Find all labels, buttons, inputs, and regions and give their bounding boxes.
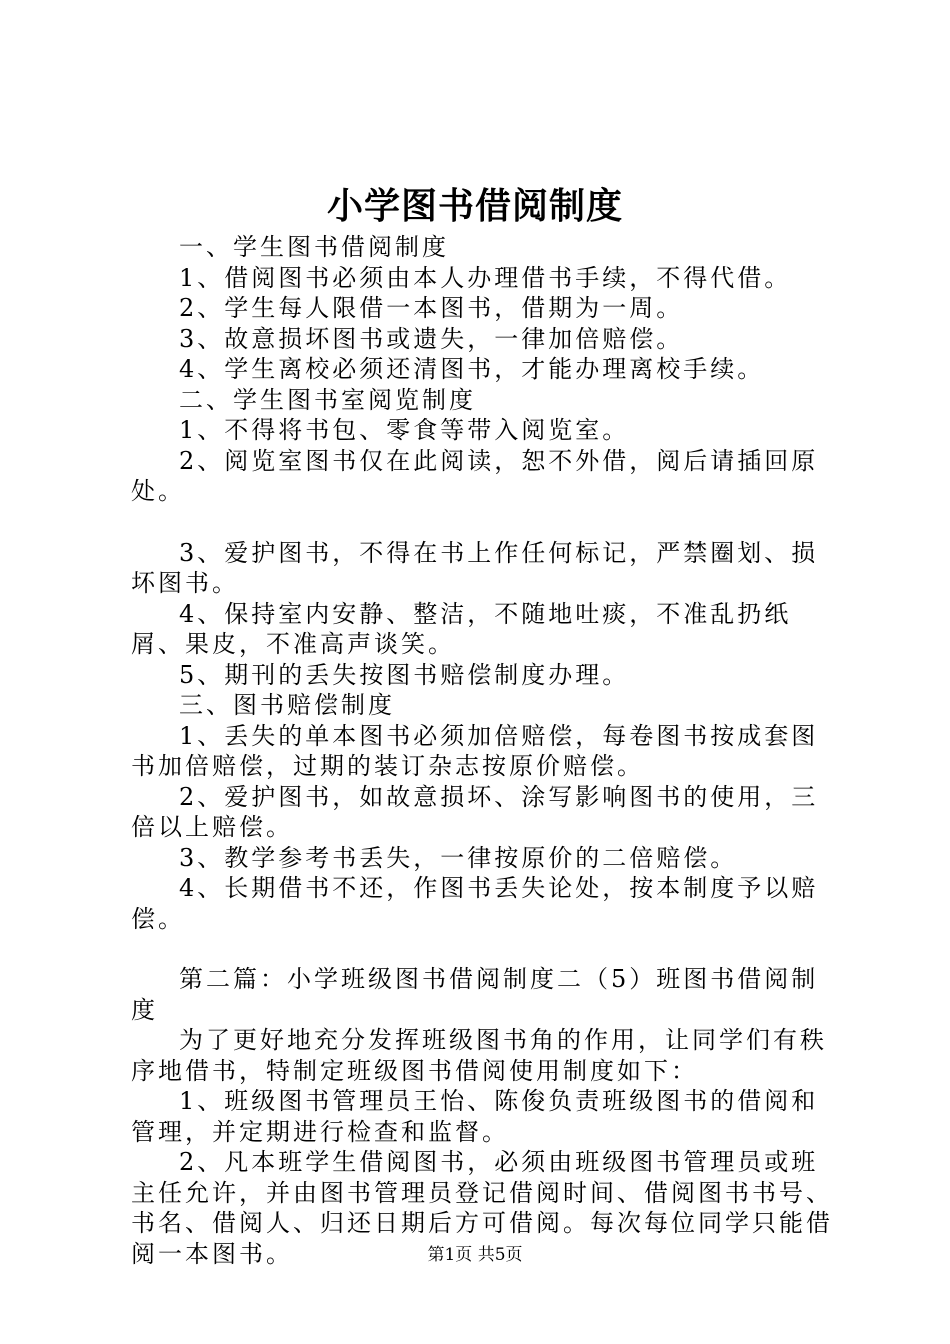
rule-item: 3、爱护图书，不得在书上作任何标记，严禁圈划、损坏图书。: [131, 538, 819, 597]
section-heading-2: 二、学生图书室阅览制度: [179, 385, 476, 414]
rule-item: 1、不得将书包、零食等带入阅览室。: [179, 416, 630, 444]
paragraph-gap: [131, 507, 835, 538]
rule-item: 4、长期借书不还，作图书丢失论处，按本制度予以赔偿。: [131, 874, 819, 933]
rule-item: 2、阅览室图书仅在此阅读，恕不外借，阅后请插回原处。: [131, 446, 819, 505]
rule-item: 5、期刊的丢失按图书赔偿制度办理。: [179, 660, 630, 689]
rule-item: 2、学生每人限借一本图书，借期为一周。: [179, 294, 684, 322]
rule-item: 1、丢失的单本图书必须加倍赔偿，每卷图书按成套图书加倍赔偿，过期的装订杂志按原价赔偿。: [131, 721, 819, 780]
rule-item: 2、凡本班学生借阅图书，必须由班级图书管理员或班主任允许，并由图书管理员登记借阅时间、借阅图书书号、书名、借阅人、归还日期后方可借阅。每次每位同学只能借阅一本图书。: [131, 1148, 833, 1268]
rule-item: 4、保持室内安静、整洁，不随地吐痰，不准乱扔纸屑、果皮，不准高声谈笑。: [131, 599, 792, 658]
document-title: 小学图书借阅制度: [326, 185, 623, 227]
section-heading-3: 三、图书赔偿制度: [179, 691, 395, 719]
paragraph-gap: [131, 934, 835, 964]
section-heading-1: 一、学生图书借阅制度: [179, 233, 449, 261]
document-body: [131, 232, 835, 1269]
rule-item: 3、故意损坏图书或遗失，一律加倍赔偿。: [179, 324, 684, 353]
rule-item: 1、班级图书管理员王怡、陈俊负责班级图书的借阅和管理，并定期进行检查和监督。: [131, 1087, 819, 1146]
chapter-heading: 第二篇：小学班级图书借阅制度二（5）班图书借阅制度: [131, 965, 819, 1024]
rule-item: 1、借阅图书必须由本人办理借书手续，不得代借。: [179, 263, 792, 292]
intro-paragraph: 为了更好地充分发挥班级图书角的作用，让同学们有秩序地借书，特制定班级图书借阅使用制度如下：: [131, 1026, 827, 1085]
rule-item: 2、爱护图书，如故意损坏、涂写影响图书的使用，三倍以上赔偿。: [131, 782, 819, 841]
page-footer: 第1页 共5页: [427, 1245, 523, 1265]
rule-item: 3、教学参考书丢失，一律按原价的二倍赔偿。: [179, 843, 738, 872]
rule-item: 4、学生离校必须还清图书，才能办理离校手续。: [179, 355, 765, 383]
